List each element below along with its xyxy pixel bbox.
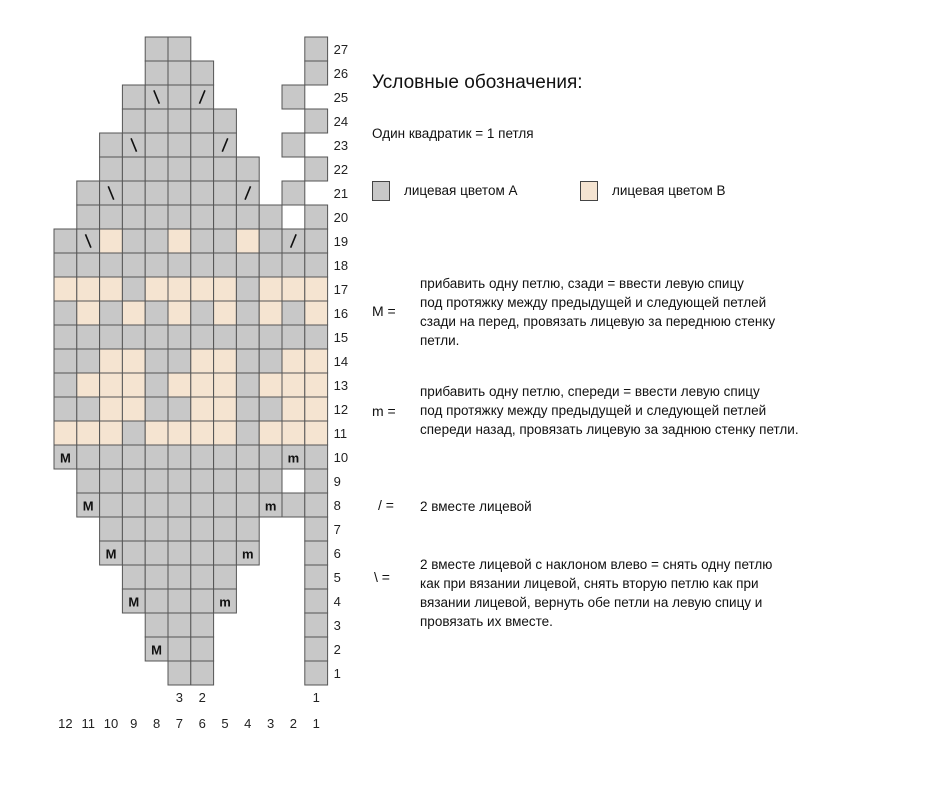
chart-cell [305,493,328,517]
chart-cell [168,205,191,229]
chart-cell [282,373,305,397]
row-number: 15 [333,329,349,345]
chart-cell [259,469,282,493]
chart-cell [122,277,145,301]
chart-cell [305,613,328,637]
chart-cell [145,109,168,133]
chart-cell [259,373,282,397]
chart-cell [168,469,191,493]
chart-cell [191,541,214,565]
chart-cell [145,373,168,397]
increase-front-symbol: m = [372,403,396,419]
row-number: 14 [333,353,349,369]
chart-cell [122,469,145,493]
k2tog-description: 2 вместе лицевой [420,499,532,514]
chart-cell [236,373,259,397]
chart-cell [236,325,259,349]
chart-cell [191,637,214,661]
chart-cell [282,133,305,157]
chart-cell [305,397,328,421]
chart-cell [191,325,214,349]
chart-cell [305,373,328,397]
chart-cell [168,253,191,277]
chart-cell [259,397,282,421]
chart-cell [168,85,191,109]
chart-cell [214,157,237,181]
chart-cell [214,493,237,517]
chart-cell [214,397,237,421]
column-number: 11 [81,716,95,731]
chart-cell [77,421,100,445]
chart-cell [77,349,100,373]
chart-cell [259,421,282,445]
chart-cell [54,253,77,277]
chart-cell [191,349,214,373]
desc-line: провязать их вместе. [420,614,553,629]
increase-front-mark: m [264,498,277,514]
chart-cell [282,349,305,373]
swatch-color-a-label: лицевая цветом А [404,183,518,198]
desc-line: прибавить одну петлю, спереди = ввести левую спицу [420,384,760,399]
chart-cell [214,325,237,349]
chart-cell [77,277,100,301]
chart-cell [305,517,328,541]
increase-front-mark: m [219,594,231,610]
chart-cell [54,421,77,445]
chart-cell [77,205,100,229]
row-number: 17 [333,281,349,297]
chart-cell [214,445,237,469]
chart-cell [100,325,123,349]
chart-cell [145,589,168,613]
chart-cell [305,301,328,325]
chart-cell [236,205,259,229]
chart-cell [100,133,123,157]
row-number: 16 [333,305,349,321]
chart-cell [77,469,100,493]
chart-cell [191,445,214,469]
chart-cell [305,469,328,493]
column-number: 6 [198,716,206,731]
desc-line: вязании лицевой, вернуть обе петли на левую спицу и [420,595,763,610]
chart-cell [236,397,259,421]
chart-cell [191,277,214,301]
chart-cell [145,133,168,157]
chart-cell [122,565,145,589]
chart-cell [122,157,145,181]
chart-cell [305,589,328,613]
chart-cell [168,229,191,253]
chart-cell [191,205,214,229]
row-number: 1 [333,665,341,681]
chart-cell [100,421,123,445]
increase-back-mark: M [105,546,117,562]
chart-cell [54,349,77,373]
chart-cell [305,277,328,301]
chart-cell [145,37,168,61]
chart-cell [305,565,328,589]
row-number: 2 [333,641,341,657]
chart-cell [168,613,191,637]
chart-cell [236,301,259,325]
chart-cell [77,325,100,349]
k2tog-symbol: / = [378,497,394,513]
stitch-count-label: 2 [198,690,206,705]
row-number: 9 [333,473,341,489]
chart-cell [191,421,214,445]
chart-cell [236,421,259,445]
chart-cell [145,181,168,205]
row-number: 6 [333,545,341,561]
column-number: 1 [312,716,320,731]
column-number: 2 [289,716,298,731]
chart-cell [191,565,214,589]
chart-cell [259,325,282,349]
increase-back-mark: M [82,498,94,514]
chart-cell [259,445,282,469]
chart-cell [191,469,214,493]
column-number: 4 [244,716,252,731]
chart-cell [214,469,237,493]
row-number: 22 [333,161,349,177]
chart-cell [282,277,305,301]
chart-cell [214,229,237,253]
chart-cell [305,325,328,349]
chart-cell [191,589,214,613]
chart-cell [145,469,168,493]
chart-cell [214,301,237,325]
desc-line: сзади на перед, провязать лицевую за переднюю стенку [420,314,776,329]
chart-cell [100,229,123,253]
chart-cell [305,445,328,469]
chart-cell [305,349,328,373]
row-number: 25 [333,89,349,105]
chart-cell [145,541,168,565]
chart-cell [145,277,168,301]
chart-cell [145,325,168,349]
swatch-color-a [372,181,390,201]
chart-cell [100,445,123,469]
increase-front-mark: m [242,546,254,562]
desc-line: прибавить одну петлю, сзади = ввести левую спицу [420,276,744,291]
row-number: 19 [333,233,349,249]
increase-back-symbol: M = [372,303,396,319]
chart-cell [305,253,328,277]
row-number: 4 [333,593,341,609]
column-number: 8 [152,716,161,731]
chart-cell [168,325,191,349]
row-number: 23 [333,137,349,153]
chart-cell [122,229,145,253]
swatch-color-b [580,181,598,201]
column-number: 10 [103,716,119,731]
chart-cell [282,325,305,349]
chart-cell [122,421,145,445]
chart-cell [214,565,237,589]
chart-cell [77,301,100,325]
chart-cell [168,301,191,325]
chart-cell [100,253,123,277]
chart-cell [122,109,145,133]
chart-cell [168,37,191,61]
chart-cell [145,421,168,445]
chart-cell [122,181,145,205]
chart-cell [168,277,191,301]
chart-cell [122,493,145,517]
row-number: 13 [333,377,349,393]
chart-cell [305,421,328,445]
ssk-description [420,555,772,631]
increase-front-description [420,382,799,439]
chart-cell [191,517,214,541]
row-number: 24 [333,113,349,129]
chart-cell [77,181,100,205]
chart-cell [236,349,259,373]
chart-cell [282,181,305,205]
chart-cell [282,253,305,277]
chart-cell [168,421,191,445]
chart-cell [122,205,145,229]
chart-cell [122,541,145,565]
chart-cell [191,109,214,133]
chart-cell [168,637,191,661]
chart-cell [100,469,123,493]
chart-cell [259,229,282,253]
chart-cell [100,205,123,229]
chart-cell [282,301,305,325]
chart-cell [305,37,328,61]
swatch-color-b-label: лицевая цветом В [612,183,726,198]
chart-cell [100,301,123,325]
chart-cell [168,565,191,589]
chart-cell [214,541,237,565]
row-number: 7 [333,521,341,537]
row-number: 11 [333,425,348,441]
chart-cell [122,517,145,541]
chart-cell [100,517,123,541]
chart-cell [305,229,328,253]
desc-line: под протяжку между предыдущей и следующей петлей [420,403,767,418]
row-number: 12 [333,401,349,417]
chart-cell [168,373,191,397]
row-number: 21 [333,185,349,201]
chart-cell [191,181,214,205]
chart-cell [214,205,237,229]
column-number: 7 [175,716,184,731]
chart-cell [168,589,191,613]
desc-line: как при вязании лицевой, снять вторую петлю как при [420,576,759,591]
chart-cell [54,325,77,349]
chart-cell [214,181,237,205]
chart-cell [100,397,123,421]
chart-cell [214,373,237,397]
chart-cell [54,301,77,325]
desc-line: спереди назад, провязать лицевую за заднюю стенку петли. [420,422,799,437]
chart-cell [100,277,123,301]
row-number: 10 [333,449,349,465]
desc-line: 2 вместе лицевой с наклоном влево = снять одну петлю [420,557,773,572]
chart-cell [259,253,282,277]
chart-cell [305,637,328,661]
chart-cell [259,349,282,373]
chart-cell [191,493,214,517]
chart-cell [191,133,214,157]
increase-back-description [420,274,775,350]
row-number: 20 [333,209,349,225]
chart-cell [282,421,305,445]
ssk-symbol: \ = [374,569,390,585]
chart-cell [145,253,168,277]
chart-cell [77,253,100,277]
stitch-count-label: 3 [175,690,184,705]
chart-cell [191,229,214,253]
increase-back-mark: M [128,594,140,610]
row-number: 26 [333,65,349,81]
chart-cell [168,133,191,157]
chart-cell [168,349,191,373]
chart-cell [122,85,145,109]
chart-cell [305,157,328,181]
chart-cell [214,109,237,133]
chart-cell [122,373,145,397]
chart-cell [77,373,100,397]
chart-cell [191,661,214,685]
chart-cell [259,301,282,325]
chart-cell [122,445,145,469]
chart-cell [145,613,168,637]
column-number: 12 [58,716,73,731]
chart-cell [168,493,191,517]
stitch-count-label: 1 [312,690,320,705]
chart-cell [191,373,214,397]
chart-cell [145,349,168,373]
chart-cell [282,397,305,421]
chart-cell [168,445,191,469]
row-number: 5 [333,569,341,585]
chart-cell [236,157,259,181]
chart-cell [145,493,168,517]
row-number: 18 [333,257,349,273]
chart-cell [305,61,328,85]
chart-cell [236,517,259,541]
chart-cell [145,397,168,421]
chart-cell [236,229,259,253]
chart-cell [100,349,123,373]
chart-cell [236,469,259,493]
chart-cell [236,445,259,469]
row-number: 3 [333,617,341,633]
chart-cell [282,85,305,109]
chart-cell [145,229,168,253]
chart-cell [54,373,77,397]
chart-cell [145,61,168,85]
column-number: 3 [266,716,275,731]
desc-line: петли. [420,333,460,348]
chart-cell [100,493,123,517]
chart-cell [168,517,191,541]
column-number: 9 [130,716,138,731]
chart-cell [145,565,168,589]
chart-cell [236,277,259,301]
chart-cell [191,301,214,325]
chart-cell [122,301,145,325]
chart-cell [236,493,259,517]
chart-cell [305,109,328,133]
chart-cell [168,397,191,421]
chart-cell [54,397,77,421]
increase-back-mark: M [59,450,71,466]
chart-cell [282,493,305,517]
desc-line: под протяжку между предыдущей и следующей петлей [420,295,767,310]
chart-cell [168,109,191,133]
chart-cell [168,61,191,85]
chart-cell [100,157,123,181]
chart-cell [54,277,77,301]
chart-cell [145,445,168,469]
chart-cell [145,205,168,229]
column-number: 5 [221,716,229,731]
cell-note: Один квадратик = 1 петля [372,126,534,141]
chart-cell [191,61,214,85]
chart-cell [168,541,191,565]
chart-cell [305,541,328,565]
chart-cell [54,229,77,253]
chart-cell [168,181,191,205]
legend-title: Условные обозначения: [372,72,583,93]
chart-cell [100,373,123,397]
chart-cell [122,349,145,373]
chart-cell [122,325,145,349]
chart-cell [191,397,214,421]
chart-cell [305,661,328,685]
chart-cell [191,253,214,277]
chart-cell [122,397,145,421]
chart-cell [214,277,237,301]
chart-cell [191,613,214,637]
chart-cell [145,517,168,541]
row-number: 8 [333,497,341,513]
row-number: 27 [333,41,349,57]
chart-cell [122,253,145,277]
chart-cell [168,157,191,181]
chart-cell [305,205,328,229]
chart-cell [236,253,259,277]
chart-cell [259,277,282,301]
increase-front-mark: m [287,450,300,466]
chart-cell [168,661,191,685]
chart-cell [259,205,282,229]
chart-cell [214,517,237,541]
increase-back-mark: M [151,642,163,658]
chart-cell [214,349,237,373]
chart-cell [145,157,168,181]
chart-cell [191,157,214,181]
chart-cell [214,421,237,445]
chart-cell [145,301,168,325]
chart-cell [77,445,100,469]
chart-cell [214,253,237,277]
chart-cell [77,397,100,421]
